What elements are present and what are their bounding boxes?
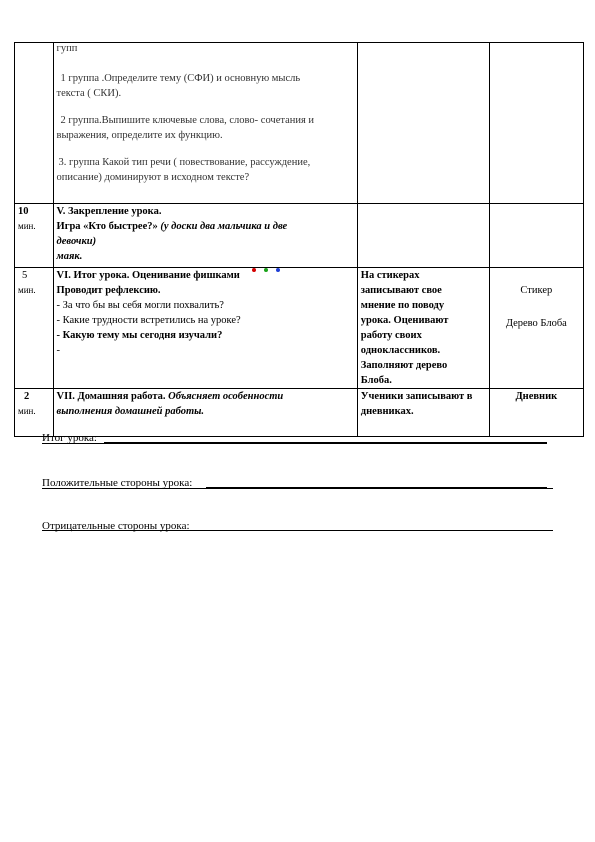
reflection-line: Проводит рефлексию. xyxy=(56,285,161,296)
stage-title-line xyxy=(57,268,354,283)
stage-note-cont: выполнения домашней работы. xyxy=(56,406,205,417)
positive-sides-extra-line[interactable] xyxy=(42,488,553,489)
time-cell xyxy=(15,268,54,389)
activity-line: Заполняют дерево xyxy=(360,360,448,371)
stage-note: маяк. xyxy=(56,251,83,262)
text-line: выражения, определите их функцию. xyxy=(56,130,223,141)
resources-cell xyxy=(489,43,583,204)
time-unit: мин. xyxy=(18,221,36,231)
text-line: гупп xyxy=(56,43,78,54)
activity-line: записывают свое xyxy=(360,285,442,296)
game-line xyxy=(57,219,354,234)
text-line: текста ( СКИ). xyxy=(56,88,122,99)
resources-cell xyxy=(489,204,583,268)
time-value: 5 xyxy=(22,270,28,281)
lesson-summary-extra-line[interactable] xyxy=(42,443,547,444)
red-dot-icon xyxy=(252,268,256,272)
text-line: 1 группа .Определите тему (СФИ) и основную мысль xyxy=(60,73,301,84)
lesson-summary-fill-line[interactable] xyxy=(104,428,547,443)
activity-cell xyxy=(357,268,489,389)
text-line: 2 группа.Выпишите ключевые слова, слово- сочетания и xyxy=(60,115,315,126)
activity-line: работу своих xyxy=(360,330,422,341)
question-line: - Какие трудности встретились на уроке? xyxy=(56,315,241,326)
green-dot-icon xyxy=(264,268,268,272)
activity-line: мнение по поводу xyxy=(360,300,445,311)
activity-line: На стикерах xyxy=(360,270,420,281)
time-cell xyxy=(15,389,54,437)
question-line: - xyxy=(56,345,61,356)
game-note: (у доски два мальчика и две xyxy=(157,221,288,232)
question-line: - Какую тему мы сегодня изучали? xyxy=(56,330,223,341)
activity-line: Ученики записывают в xyxy=(360,391,473,402)
table-row xyxy=(15,43,584,204)
positive-sides-fill-line[interactable] xyxy=(206,473,547,488)
lesson-summary-label: Итог урока: xyxy=(42,432,97,444)
time-value: 2 xyxy=(24,391,30,402)
stage-note: Объясняет особенности xyxy=(165,391,284,402)
stage-cell xyxy=(53,268,357,389)
activity-cell xyxy=(357,204,489,268)
negative-sides-label: Отрицательные стороны урока: xyxy=(42,520,190,532)
time-cell xyxy=(15,204,54,268)
activity-line: Блоба. xyxy=(360,375,392,386)
positive-sides-label: Положительные стороны урока: xyxy=(42,477,193,489)
chip-dots xyxy=(248,268,284,283)
time-value: 10 xyxy=(18,206,29,217)
activity-cell xyxy=(357,43,489,204)
activity-line: дневниках. xyxy=(360,406,414,417)
time-unit: мин. xyxy=(18,406,36,416)
negative-sides-fill-line[interactable] xyxy=(201,516,549,531)
resources-cell xyxy=(489,268,583,389)
table-row xyxy=(15,204,584,268)
table-row xyxy=(15,268,584,389)
negative-sides-extra-line[interactable] xyxy=(42,530,553,531)
text-line: 3. группа Какой тип речи ( повествование, рассуждение, xyxy=(58,157,311,168)
stage-title-line xyxy=(57,389,354,404)
blue-dot-icon xyxy=(276,268,280,272)
lesson-table xyxy=(14,42,584,437)
stage-title: VI. Итог урока. Оценивание фишками xyxy=(56,270,240,281)
game-title: Игра «Кто быстрее?» xyxy=(56,221,158,232)
resource-diary: Дневник xyxy=(515,391,558,402)
resource-tree: Дерево Блоба xyxy=(505,318,567,329)
stage-title: V. Закрепление урока. xyxy=(56,206,162,217)
resource-sticker: Стикер xyxy=(520,285,553,296)
stage-cell xyxy=(53,204,357,268)
time-unit: мин. xyxy=(18,285,36,295)
group-tasks-cell xyxy=(53,43,357,204)
stage-title: VII. Домашняя работа. xyxy=(56,391,166,402)
activity-line: одноклассников. xyxy=(360,345,441,356)
text-line: описание) доминируют в исходном тексте? xyxy=(56,172,250,183)
activity-line: урока. Оценивают xyxy=(360,315,449,326)
time-cell xyxy=(15,43,54,204)
question-line: - За что бы вы себя могли похвалить? xyxy=(56,300,224,311)
game-note-cont: девочки) xyxy=(56,236,97,247)
